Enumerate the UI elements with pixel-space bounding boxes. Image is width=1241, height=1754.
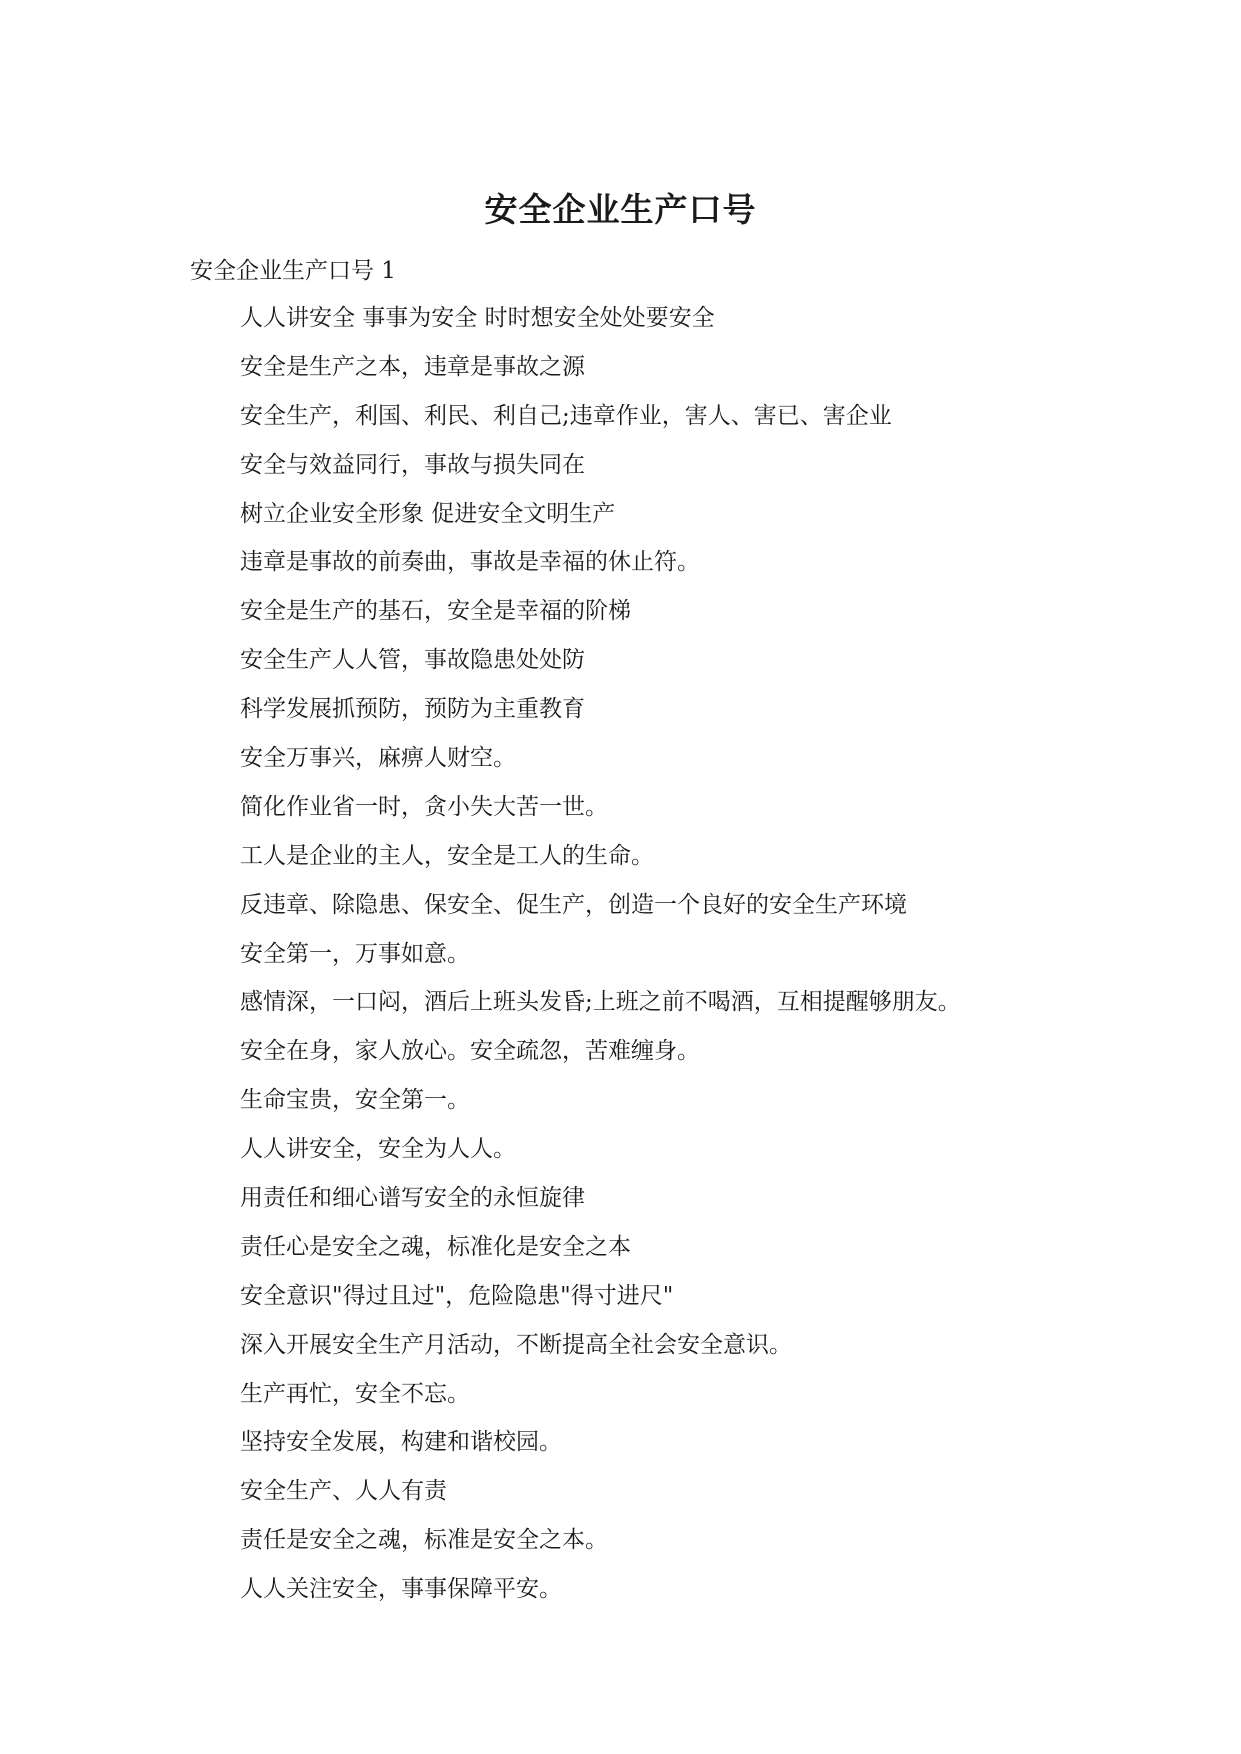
slogan-line: 责任心是安全之魂，标准化是安全之本 [240,1233,631,1260]
slogan-line: 工人是企业的主人，安全是工人的生命。 [240,842,654,869]
slogan-line: 生产再忙，安全不忘。 [240,1380,470,1407]
slogan-line: 感情深，一口闷，酒后上班头发昏;上班之前不喝酒，互相提醒够朋友。 [240,989,961,1016]
slogan-list [240,302,1200,1622]
slogan-line: 安全是生产之本，违章是事故之源 [240,353,585,380]
slogan-line: 生命宝贵，安全第一。 [240,1087,470,1114]
slogan-line: 人人讲安全，安全为人人。 [240,1136,516,1163]
slogan-line: 人人讲安全 事事为安全 时时想安全处处要安全 [240,305,715,331]
slogan-line: 用责任和细心谱写安全的永恒旋律 [240,1185,585,1212]
section-heading: 安全企业生产口号 1 [190,258,396,284]
slogan-line: 简化作业省一时，贪小失大苦一世。 [240,793,608,820]
slogan-line: 科学发展抓预防，预防为主重教育 [240,696,585,723]
slogan-line: 安全意识"得过且过"，危险隐患"得寸进尺" [240,1282,674,1309]
slogan-line: 人人关注安全，事事保障平安。 [240,1576,562,1603]
slogan-line: 安全第一，万事如意。 [240,940,470,967]
slogan-line: 安全是生产的基石，安全是幸福的阶梯 [240,598,631,625]
slogan-line: 安全生产，利国、利民、利自己;违章作业，害人、害已、害企业 [240,402,892,429]
slogan-line: 安全与效益同行，事故与损失同在 [240,451,585,478]
slogan-line: 树立企业安全形象 促进安全文明生产 [240,500,616,527]
slogan-line: 安全生产人人管，事故隐患处处防 [240,647,585,674]
slogan-line: 深入开展安全生产月活动，不断提高全社会安全意识。 [240,1331,792,1358]
slogan-line: 安全生产、人人有责 [240,1478,447,1505]
slogan-line: 坚持安全发展，构建和谐校园。 [240,1429,562,1456]
slogan-line: 安全在身，家人放心。安全疏忽，苦难缠身。 [240,1038,700,1065]
slogan-line: 反违章、除隐患、保安全、促生产，创造一个良好的安全生产环境 [240,891,907,918]
slogan-line: 责任是安全之魂，标准是安全之本。 [240,1527,608,1554]
slogan-line: 违章是事故的前奏曲，事故是幸福的休止符。 [240,549,700,576]
document-title: 安全企业生产口号 [484,190,757,229]
slogan-line: 安全万事兴，麻痹人财空。 [240,745,516,772]
